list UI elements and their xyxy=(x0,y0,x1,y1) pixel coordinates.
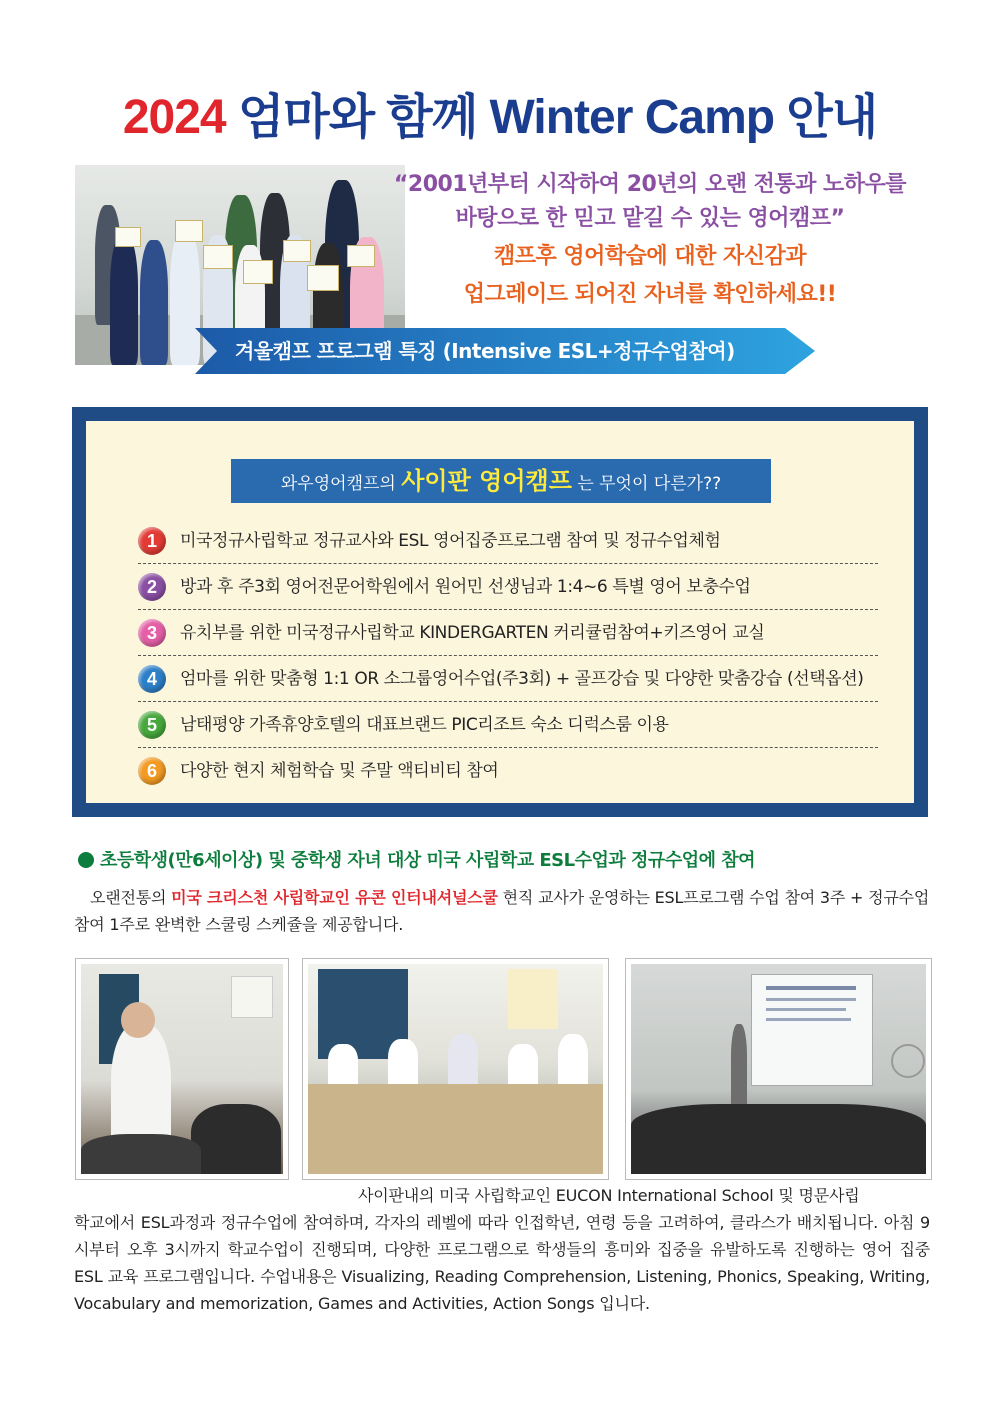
classroom-photo-2 xyxy=(302,958,609,1180)
features-box xyxy=(72,407,928,817)
feature-item xyxy=(138,565,878,610)
section-heading-text: 초등학생(만6세이상) 및 중학생 자녀 대상 미국 사립학교 ESL수업과 정규수업에 참여 xyxy=(100,850,756,871)
para1-text-a: 오랜전통의 xyxy=(90,888,172,907)
feature-number-badge: 5 xyxy=(138,711,166,739)
quote-line-1: “2001년부터 시작하여 20년의 오랜 전통과 노하우를 xyxy=(393,172,907,197)
feature-text: 남태평양 가족휴양호텔의 대표브랜드 PIC리조트 숙소 디럭스룸 이용 xyxy=(180,715,669,735)
quote-line-2: 바탕으로 한 믿고 맡길 수 있는 영어캠프” xyxy=(455,206,845,231)
section-heading xyxy=(78,846,755,872)
features-inner xyxy=(86,421,914,803)
subhead-prefix: 와우영어캠프의 xyxy=(280,474,396,494)
para1-text-b: 현직 교사가 운영하는 ESL프로그램 수업 참여 3주 + 정규수업참여 1주로 완벽한 스쿨링 스케쥴을 제공합니다. xyxy=(74,888,930,934)
program-banner xyxy=(195,328,815,374)
feature-number-badge: 6 xyxy=(138,757,166,785)
subhead-highlight: 사이판 영어캠프 xyxy=(401,466,572,495)
title-year: 2024 xyxy=(122,91,226,144)
subhead-suffix: 는 무엇이 다른가?? xyxy=(577,474,722,494)
para2-body: 학교에서 ESL과정과 정규수업에 참여하며, 각자의 레벨에 따라 인접학년, 연령 등을 고려하여, 클라스가 배치됩니다. 아침 9시부터 오후 3시까지 학교수업이 진행되며, 다양한 프로그램으로 학생들의 흥미와 집중을 유발하도록 진행하는 영어 집중 ESL 교육 프로그램입니다. 수업내용은 Visualizing, Reading Comprehension, Listening, Phonics, Speaking, Writing, Vocabulary and memorization, Games and Activities, Action Songs 입니다. xyxy=(74,1213,930,1313)
classroom-photo-1 xyxy=(75,958,289,1180)
page-title xyxy=(0,78,1000,147)
intro-quote xyxy=(330,168,970,236)
feature-text: 엄마를 위한 맞춤형 1:1 OR 소그룹영어수업(주3회) + 골프강습 및 다양한 맞춤강습 (선택옵션) xyxy=(180,669,864,689)
feature-text: 미국정규사립학교 정규교사와 ESL 영어집중프로그램 참여 및 정규수업체험 xyxy=(180,531,721,551)
para1-school-name: 미국 크리스천 사립학교인 유콘 인터내셔널스쿨 xyxy=(171,888,498,907)
feature-item xyxy=(138,703,878,748)
feature-text: 방과 후 주3회 영어전문어학원에서 원어민 선생님과 1:4~6 특별 영어 보충수업 xyxy=(180,577,751,597)
title-text: 엄마와 함께 Winter Camp 안내 xyxy=(237,91,878,144)
bullet-dot-icon xyxy=(78,852,94,868)
feature-item xyxy=(138,749,878,793)
feature-number-badge: 3 xyxy=(138,619,166,647)
intro-highlight xyxy=(330,238,970,314)
feature-text: 유치부를 위한 미국정규사립학교 KINDERGARTEN 커리큘럼참여+키즈영어 교실 xyxy=(180,623,765,643)
feature-text: 다양한 현지 체험학습 및 주말 액티비티 참여 xyxy=(180,761,499,781)
classroom-photo-3 xyxy=(625,958,932,1180)
feature-item xyxy=(138,657,878,702)
curriculum-paragraph xyxy=(74,1182,930,1317)
highlight-line-1: 캠프후 영어학습에 대한 자신감과 xyxy=(493,244,806,269)
feature-number-badge: 2 xyxy=(138,573,166,601)
feature-item xyxy=(138,519,878,564)
intro-paragraph xyxy=(74,884,934,938)
feature-number-badge: 1 xyxy=(138,527,166,555)
banner-label: 겨울캠프 프로그램 특징 (Intensive ESL+정규수업참여) xyxy=(235,339,735,363)
features-subhead xyxy=(231,459,771,503)
feature-number-badge: 4 xyxy=(138,665,166,693)
feature-item xyxy=(138,611,878,656)
highlight-line-2: 업그레이드 되어진 자녀를 확인하세요!! xyxy=(463,282,837,307)
para2-first-line: 사이판내의 미국 사립학교인 EUCON International School 및 명문사립 xyxy=(358,1186,860,1205)
